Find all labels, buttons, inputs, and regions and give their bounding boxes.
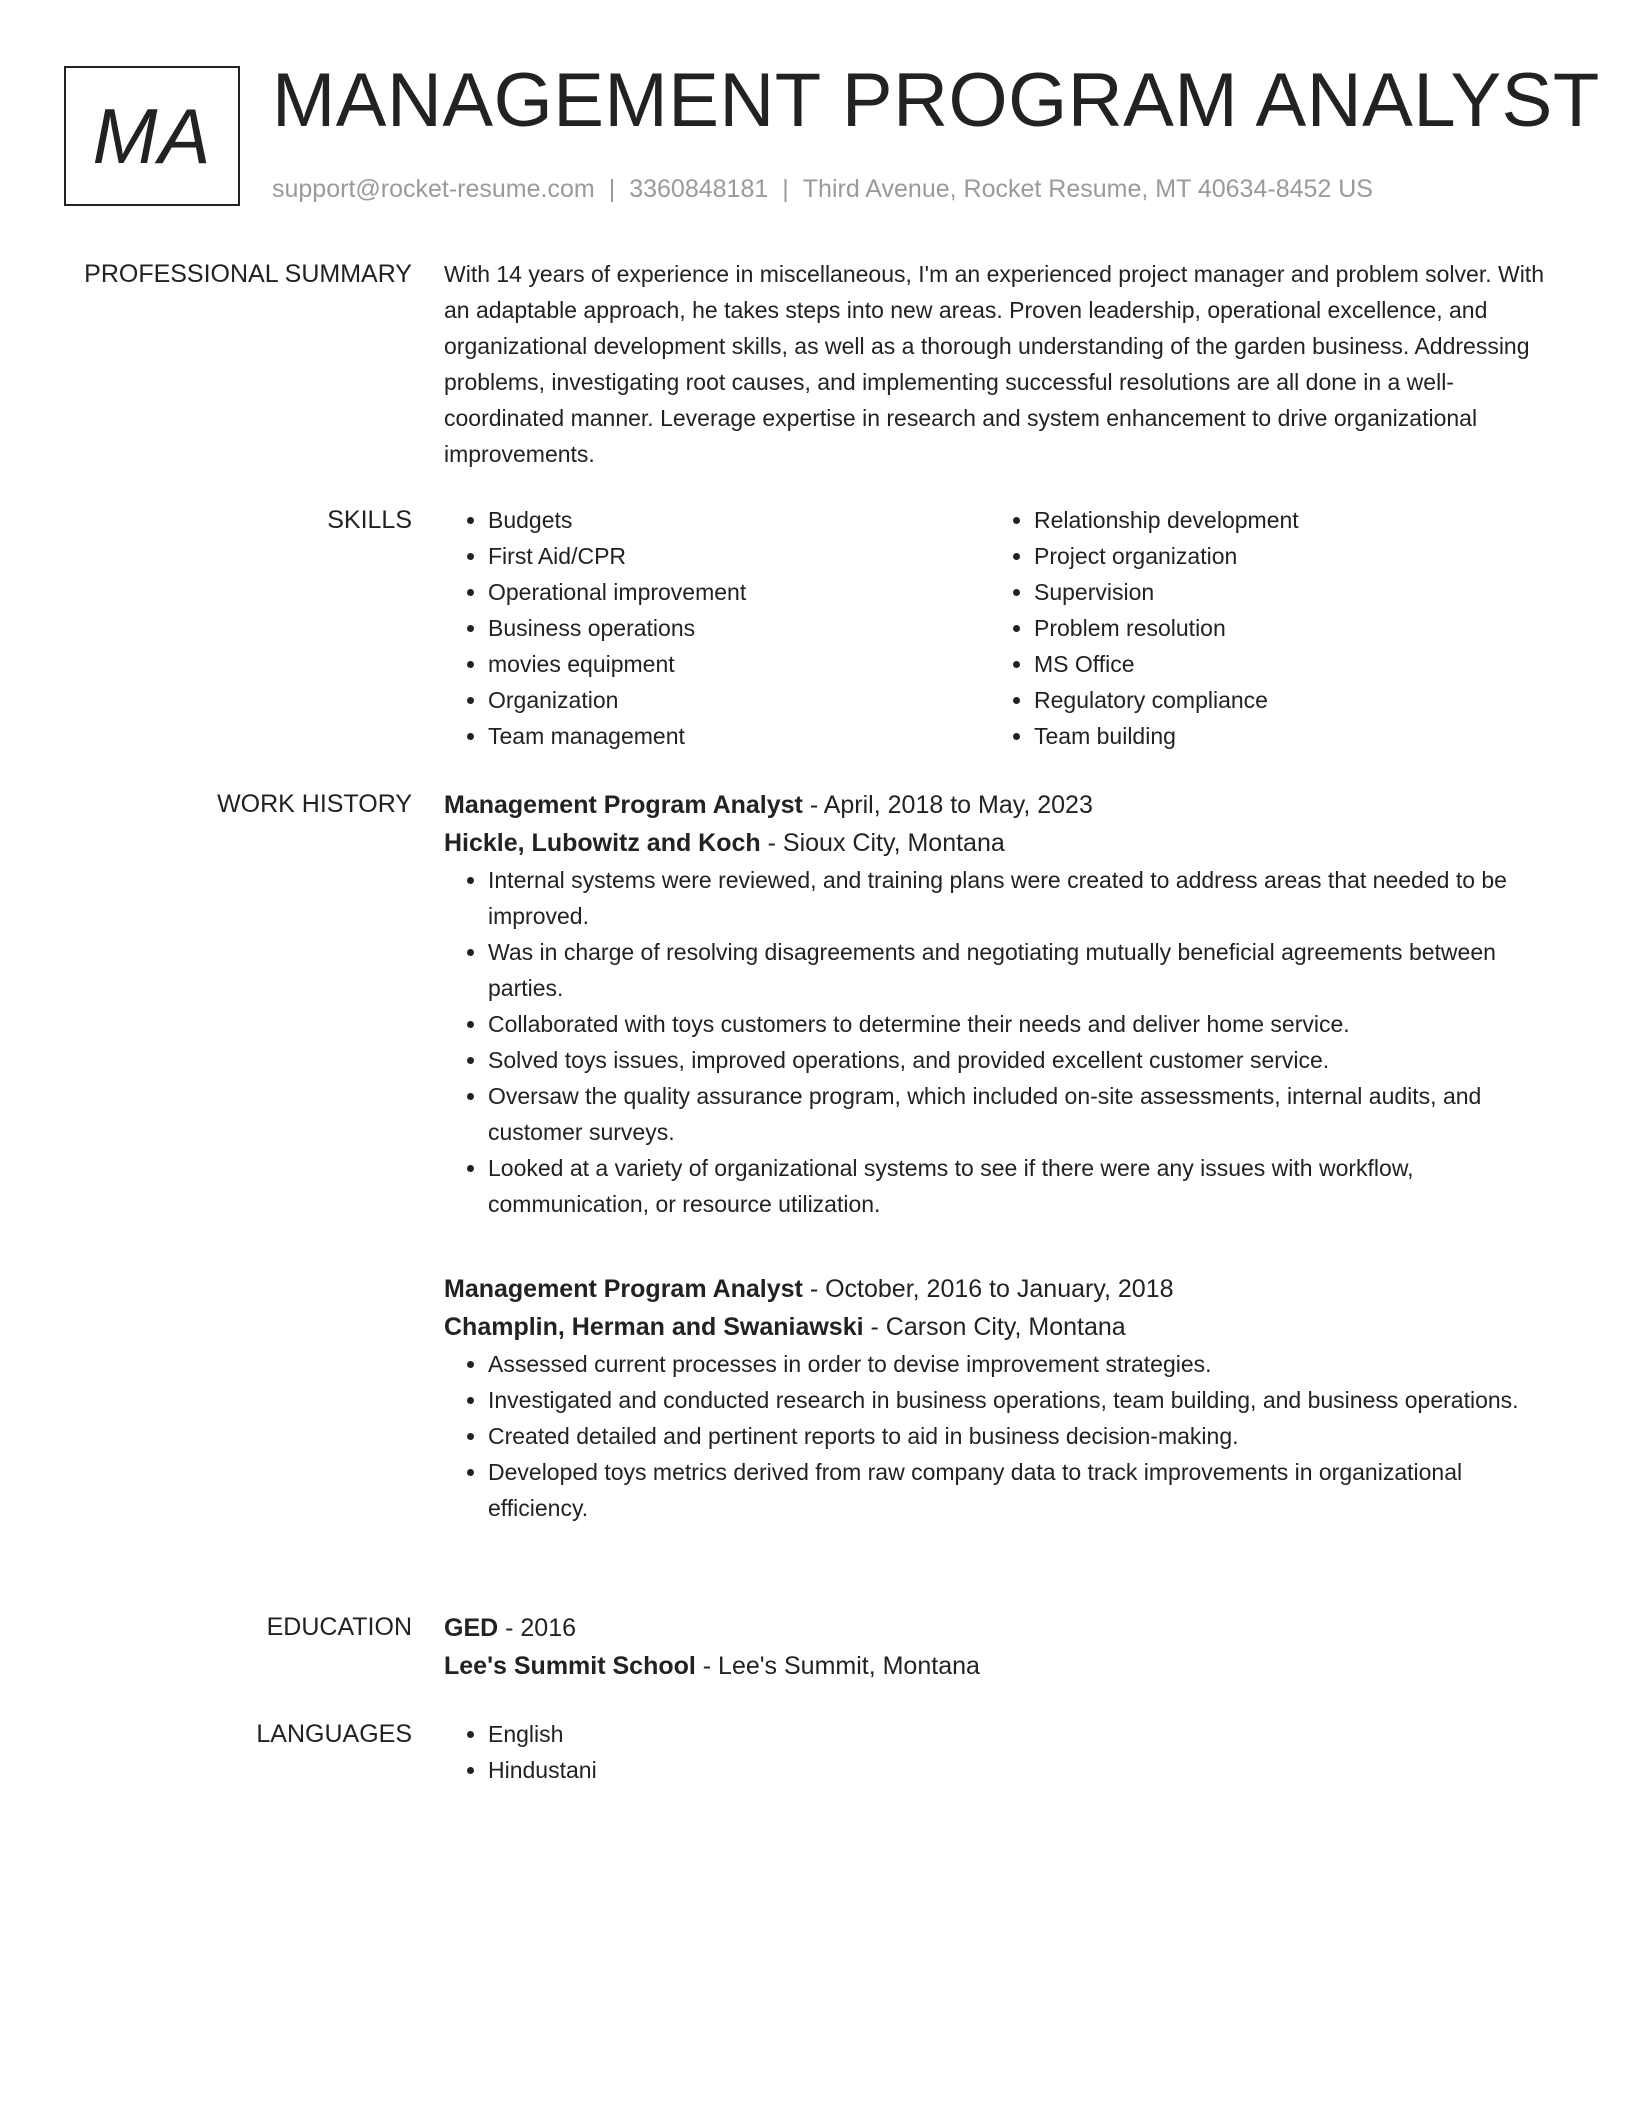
resume-title: MANAGEMENT PROGRAM ANALYST <box>272 58 1600 143</box>
summary-heading: PROFESSIONAL SUMMARY <box>84 260 412 288</box>
skills-column-left <box>444 502 990 754</box>
languages-body <box>444 1716 1550 1788</box>
contact-address: Third Avenue, Rocket Resume, MT 40634-8452 US <box>802 175 1373 203</box>
education-year: - 2016 <box>498 1614 577 1642</box>
education-school-line <box>444 1647 1550 1685</box>
job-dates: - April, 2018 to May, 2023 <box>802 791 1093 819</box>
skills-columns <box>444 502 1550 754</box>
education-body <box>444 1609 1550 1685</box>
contact-separator: | <box>608 175 616 203</box>
skill-item: • movies equipment <box>488 646 990 682</box>
skill-item: • Team building <box>1034 718 1536 754</box>
skill-item: • First Aid/CPR <box>488 538 990 574</box>
job-entry-1 <box>444 786 1550 1222</box>
education-degree-line <box>444 1609 1550 1647</box>
languages-list <box>444 1716 1550 1788</box>
monogram-text: MA <box>92 91 212 180</box>
contact-phone[interactable]: 3360848181 <box>629 175 769 203</box>
language-item: • English <box>488 1716 1550 1752</box>
skills-heading: SKILLS <box>327 506 412 534</box>
skill-item: • Team management <box>488 718 990 754</box>
skill-item: • Relationship development <box>1034 502 1536 538</box>
skills-list-left <box>444 502 990 754</box>
job-company-line <box>444 1308 1550 1346</box>
education-school: Lee's Summit School <box>444 1652 696 1680</box>
skill-item: • Supervision <box>1034 574 1536 610</box>
languages-heading: LANGUAGES <box>256 1720 412 1748</box>
skills-body <box>444 502 1550 754</box>
job-bullet: • Collaborated with toys customers to determine their needs and deliver home service. <box>488 1006 1550 1042</box>
job-dates: - October, 2016 to January, 2018 <box>802 1275 1174 1303</box>
job-title-line <box>444 786 1550 824</box>
skill-item: • Business operations <box>488 610 990 646</box>
education-heading: EDUCATION <box>266 1613 412 1641</box>
skill-item: • MS Office <box>1034 646 1536 682</box>
job-bullet: • Developed toys metrics derived from raw company data to track improvements in organizational efficiency. <box>488 1454 1550 1526</box>
job-location: - Sioux City, Montana <box>760 829 1005 857</box>
contact-separator: | <box>782 175 789 203</box>
monogram-logo <box>64 66 240 206</box>
job-bullet: • Oversaw the quality assurance program, which included on-site assessments, internal audits, and customer surveys. <box>488 1078 1550 1150</box>
skill-item: • Operational improvement <box>488 574 990 610</box>
job-bullet: • Internal systems were reviewed, and training plans were created to address areas that needed to be improved. <box>488 862 1550 934</box>
language-item: • Hindustani <box>488 1752 1550 1788</box>
education-location: - Lee's Summit, Montana <box>695 1652 980 1680</box>
job-bullet-list <box>444 1346 1550 1526</box>
job-bullet: • Solved toys issues, improved operations, and provided excellent customer service. <box>488 1042 1550 1078</box>
job-company: Champlin, Herman and Swaniawski <box>444 1313 864 1341</box>
skill-item: • Regulatory compliance <box>1034 682 1536 718</box>
job-bullet: • Investigated and conducted research in business operations, team building, and business operations. <box>488 1382 1550 1418</box>
job-company-line <box>444 824 1550 862</box>
skills-list-right <box>990 502 1536 754</box>
skill-item: • Project organization <box>1034 538 1536 574</box>
job-title: Management Program Analyst <box>444 1275 803 1303</box>
job-bullet: • Assessed current processes in order to devise improvement strategies. <box>488 1346 1550 1382</box>
summary-text: With 14 years of experience in miscellaneous, I'm an experienced project manager and problem solver. With an adaptable approach, he takes steps into new areas. Proven leadership, operational excellence, and organizational development skills, as well as a thorough understanding of the garden business. Addressing problems, investigating root causes, and implementing successful resolutions are all done in a well-coordinated manner. Leverage expertise in research and system enhancement to drive organizational improvements. <box>444 261 1544 467</box>
job-bullet-list <box>444 862 1550 1222</box>
contact-email[interactable]: support@rocket-resume.com <box>272 175 595 203</box>
job-title: Management Program Analyst <box>444 791 803 819</box>
job-entry-2 <box>444 1270 1550 1526</box>
education-degree: GED <box>444 1614 499 1642</box>
skill-item: • Problem resolution <box>1034 610 1536 646</box>
job-location: - Carson City, Montana <box>863 1313 1126 1341</box>
job-bullet: • Created detailed and pertinent reports to aid in business decision-making. <box>488 1418 1550 1454</box>
job-bullet: • Was in charge of resolving disagreements and negotiating mutually beneficial agreements between parties. <box>488 934 1550 1006</box>
job-bullet: • Looked at a variety of organizational systems to see if there were any issues with workflow, communication, or resource utilization. <box>488 1150 1550 1222</box>
skill-item: • Budgets <box>488 502 990 538</box>
skill-item: • Organization <box>488 682 990 718</box>
skills-column-right <box>990 502 1536 754</box>
job-company: Hickle, Lubowitz and Koch <box>444 829 761 857</box>
job-title-line <box>444 1270 1550 1308</box>
work-history-heading: WORK HISTORY <box>217 790 412 818</box>
contact-line <box>272 172 1373 206</box>
summary-body <box>444 256 1550 472</box>
